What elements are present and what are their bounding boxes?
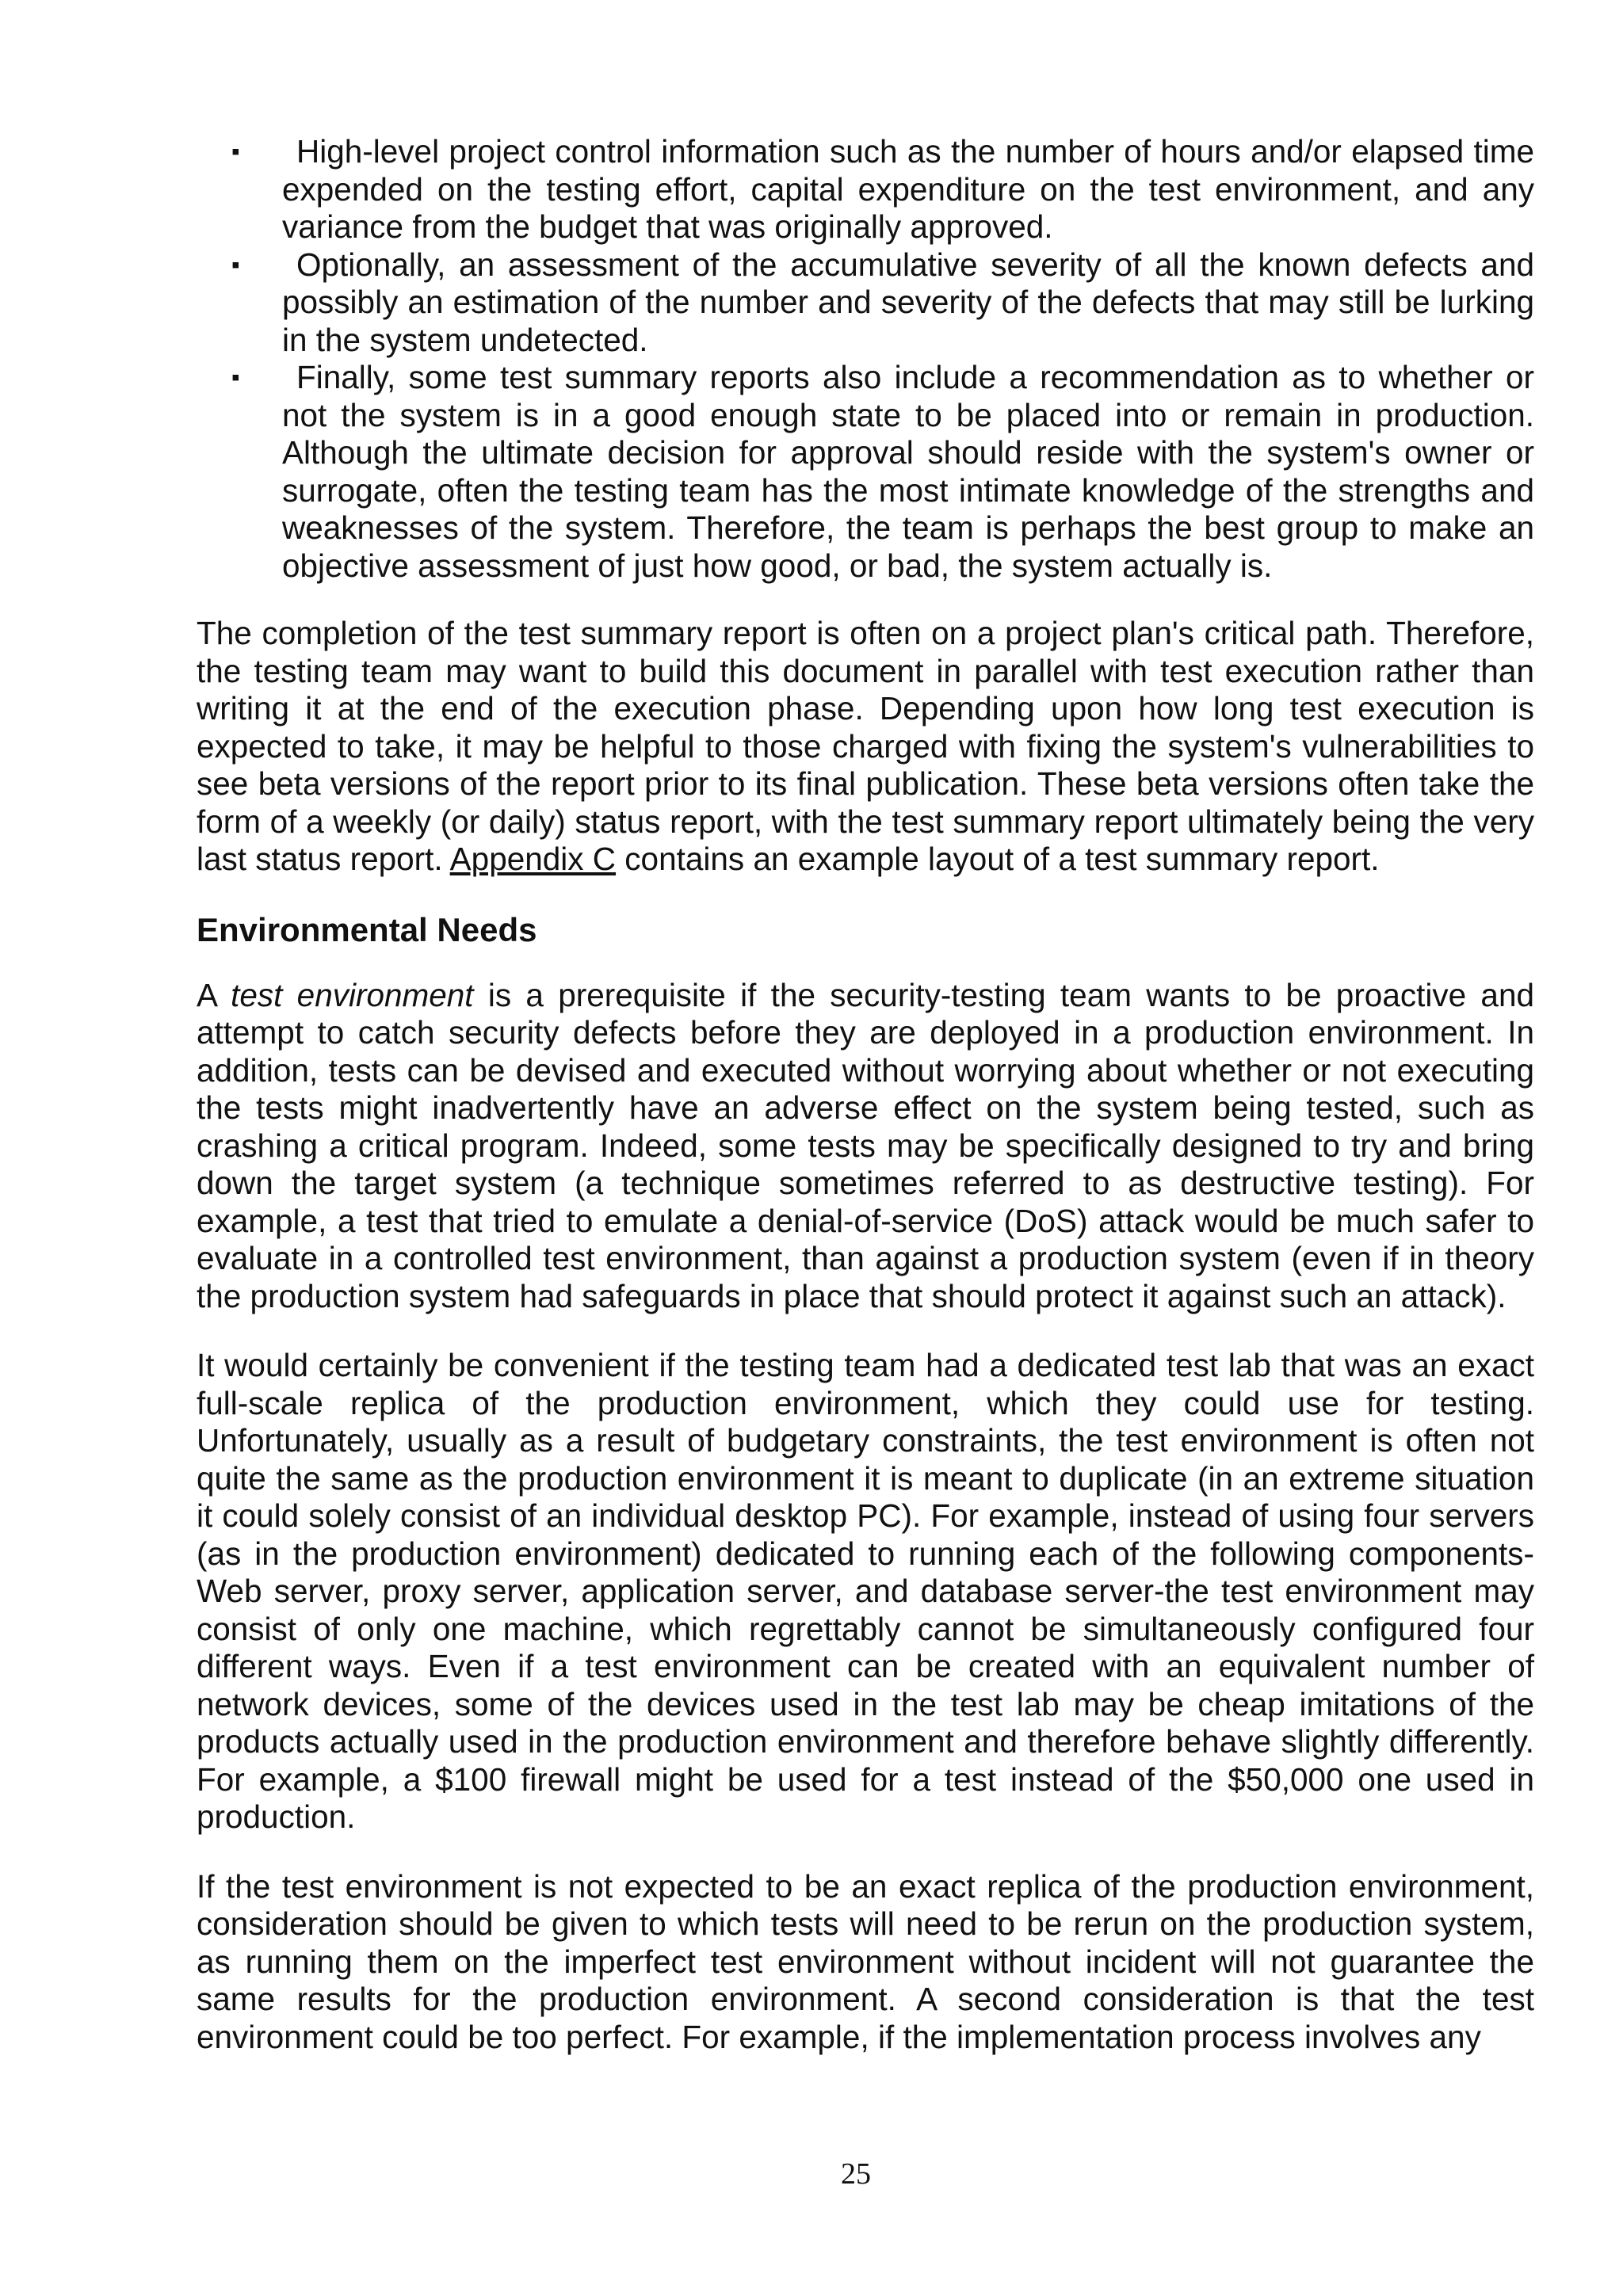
page-number: 25 [841,2157,871,2191]
environment-text: is a prerequisite if the security-testing team wants to be proactive and attempt to catch security defects before they are deployed in a production environment. In addition, tests can be devised and executed without worrying about whether or not executing the tests might inadvertently have an adverse effect on the system being tested, such as crashing a critical program. Indeed, some tests may be specifically designed to try and bring down the target system (a technique sometimes referred to as destructive testing). For example, a test that tried to emulate a denial-of-service (DoS) attack would be much safer to evaluate in a controlled test environment, than against a production system (even if in theory the production system had safeguards in place that should protect it against such an attack). [197,976,1535,1314]
bullet-list [197,133,1534,585]
list-item-text: Finally, some test summary reports also include a recommendation as to whether or not the system is in a good enough state to be placed into or remain in production. Although the ultimate decision for approval should reside with the system's owner or surrogate, often the testing team has the most intimate knowledge of the strengths and weaknesses of the system. Therefore, the team is perhaps the best group to make an objective assessment of just how good, or bad, the system actually is. [282,359,1534,584]
list-item-text: High-level project control information such as the number of hours and/or elapsed time expended on the testing effort, capital expenditure on the test environment, and any variance from the budget that was originally approved. [282,133,1534,245]
document-page [197,133,1534,2088]
replica-paragraph: If the test environment is not expected to be an exact replica of the production environment, consideration should be given to which tests will need to be rerun on the production system, as running them on the imperfect test environment without incident will not guarantee the same results for the production environment. A second consideration is that the test environment could be too perfect. For example, if the implementation process involves any [197,1867,1534,2055]
lab-paragraph: It would certainly be convenient if the testing team had a dedicated test lab that was an exact full-scale replica of the production environment, which they could use for testing. Unfortunately, usually as a result of budgetary constraints, the test environment is often not quite the same as the production environment it is meant to duplicate (in an extreme situation it could solely consist of an individual desktop PC). For example, instead of using four servers (as in the production environment) dedicated to running each of the following components-Web server, proxy server, application server, and database server-the test environment may consist of only one machine, which regrettably cannot be simultaneously configured four different ways. Even if a test environment can be created with an equivalent number of network devices, some of the devices used in the test lab may be cheap imitations of the products actually used in the production environment and therefore behave slightly differently. For example, a $100 firewall might be used for a test instead of the $50,000 one used in production. [197,1347,1534,1835]
list-item [197,133,1534,246]
section-heading: Environmental Needs [197,910,537,948]
bullet-marker: ▪ [231,251,240,278]
list-item-text: Optionally, an assessment of the accumulative severity of all the known defects and possibly an estimation of the number and severity of the defects that may still be lurking in the system undetected. [282,246,1534,358]
bullet-marker: ▪ [231,364,240,391]
completion-text-end: contains an example layout of a test summary report. [616,841,1380,877]
appendix-c-link[interactable]: Appendix C [449,841,617,877]
bullet-marker: ▪ [231,139,240,165]
environment-term: test environment [231,976,474,1013]
environment-paragraph [197,977,1534,1316]
environment-lead: A [197,976,231,1013]
completion-paragraph [197,615,1534,879]
list-item [197,246,1534,360]
completion-text: The completion of the test summary report is often on a project plan's critical path. Therefore, the testing team may want to build this document in parallel with test execution rather than writing it at the end of the execution phase. Depending upon how long test execution is expected to take, it may be helpful to those charged with fixing the system's vulnerabilities to see beta versions of the report prior to its final publication. These beta versions often take the form of a weekly (or daily) status report, with the test summary report ultimately being the very last status report. [197,615,1534,877]
list-item [197,359,1534,585]
